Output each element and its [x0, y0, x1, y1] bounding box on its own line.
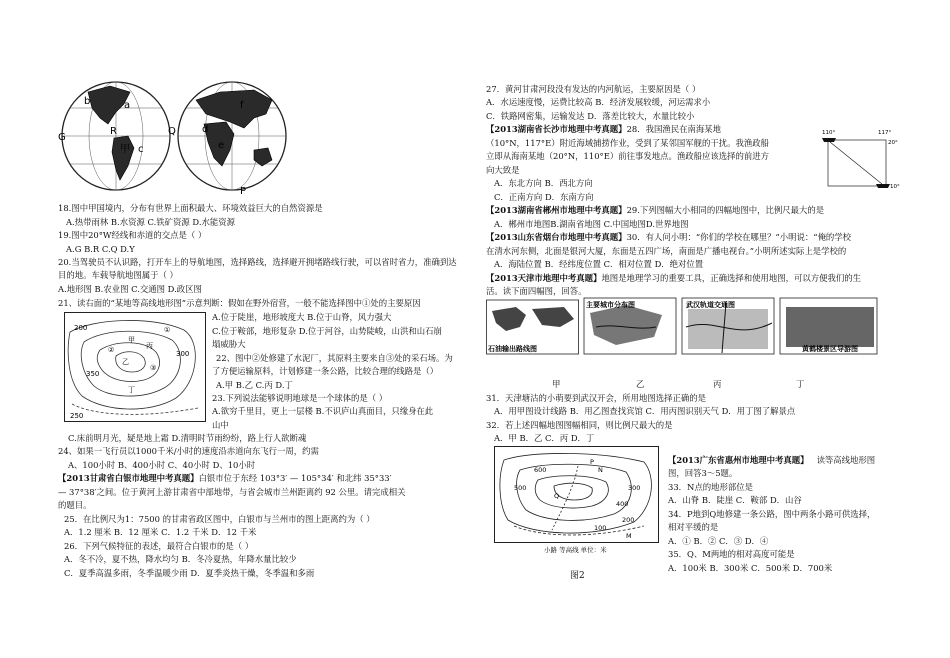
q29-line — [486, 205, 824, 216]
contour-n3: ③ — [150, 364, 157, 372]
fig2-num-300: 300 — [628, 484, 641, 492]
globe-label-e: e — [218, 140, 225, 151]
fig2-legend: 小路 等高线 单位：米 — [544, 546, 607, 554]
q29-text: 29.下列图幅大小相同的四幅地图中，比例尺最大的是 — [626, 205, 825, 215]
contour-jia: 甲 — [128, 336, 135, 344]
guangdong-text: 读等高线地形图 — [816, 455, 876, 465]
gansu-intro-2: — 37°38′之间。位于黄河上游甘肃省中部地带，与省会城市兰州距离约 92 公里。请完成相关 — [58, 487, 406, 497]
figure2-contour-map — [494, 446, 662, 558]
tianjin-tag: 【2013天津市地理中考真题】 — [486, 273, 602, 283]
figure2-caption: 图2 — [570, 571, 585, 581]
q29-options: A．郴州市地图B.湖南省地图 C.中国地图D.世界地图 — [494, 219, 689, 229]
q18-options: A.热带雨林 B.水资源 C.铁矿资源 D.水能资源 — [66, 217, 235, 227]
q28-line-1 — [486, 124, 721, 135]
contour-200: 200 — [74, 324, 88, 332]
q33-options: A．山脊 B．陡崖 C．鞍部 D．山谷 — [668, 495, 802, 505]
globe-label-f: f — [240, 100, 244, 111]
q24-options: A、100小时 B、400小时 C、40小时 D、10小时 — [68, 460, 256, 470]
ship-route-diagram — [818, 128, 900, 192]
q24-text: 24、如果一飞行员以1000千米/小时的速度沿赤道向东飞行一周，约需 — [58, 446, 319, 456]
q34-options: A．① B．② C．③ D．④ — [668, 536, 769, 546]
map-title-jia: 石油输出路线图 — [488, 345, 537, 353]
globe-label-G: G — [58, 132, 66, 143]
fig2-num-500: 500 — [514, 484, 527, 492]
map-title-ding: 黄鹤楼景区导游图 — [802, 345, 858, 353]
contour-n2: ② — [108, 346, 115, 354]
changsha-tag: 【2013湖南省长沙市地理中考真题】 — [486, 124, 627, 134]
fig2-label-N: N — [598, 466, 603, 474]
q30-line-2: 在清水河东侧，北面是银河大厦，东面是五四广场，南面是广播电视台。”小明所述实际上是学校的 — [486, 246, 847, 256]
q27-text: 27．黄河甘肃河段没有发达的内河航运，主要原因是（ ） — [486, 84, 701, 94]
globe-label-a: a — [124, 100, 131, 111]
q20-text-1: 20.当驾驶员不认识路，打开车上的导航地图，选择路线，选择避开拥堵路线行驶，可以省时省力，准确到达 — [58, 257, 457, 267]
q28-line-3: 立即从海南某地（20°N，110°E）前往事发地点。渔政船应该选择的前进方 — [486, 151, 769, 161]
q21-option-C2: 塌威胁大 — [212, 339, 246, 349]
q30-line-1 — [486, 232, 851, 243]
globe-label-jia: 甲 — [120, 144, 130, 155]
tianjin-line-2: 活。读下面四幅图，回答。 — [486, 286, 587, 296]
gansu-text-1: 白银市位于东经 103°3′ — 105°34′ 和北纬 35°33′ — [198, 473, 392, 483]
q34-text-2: 相对平缓的是 — [668, 522, 719, 532]
gansu-tag: 【2013甘肃省白银市地理中考真题】 — [58, 473, 199, 483]
q26-text: 26．下列气候特征的表述，最符合白银市的是（ ） — [64, 541, 254, 551]
map-title-yi: 主要城市分布图 — [586, 301, 635, 309]
q31-options: A．用甲图设计线路 B．用乙图查找宾馆 C．用丙图识别天气 D．用丁图了解景点 — [494, 406, 796, 416]
q23-text: 23.下列说法能够说明地球是一个球体的是（ ） — [212, 393, 388, 403]
chenzhou-tag: 【2013湖南省郴州市地理中考真题】 — [486, 205, 627, 215]
q25-options: A．1.2 厘米 B．12 厘米 C．1.2 千米 D．12 千米 — [64, 527, 257, 537]
q30-options: A．海陆位置 B．经纬度位置 C．相对位置 D．绝对位置 — [494, 259, 704, 269]
contour-300: 300 — [176, 350, 190, 358]
globe-label-Q: Q — [168, 126, 176, 137]
guangdong-line-2: 图，回答3～5题。 — [668, 468, 738, 478]
globe-label-R: R — [110, 126, 117, 137]
ship-label-110: 110° — [822, 130, 836, 136]
q23-option-A: A.欲穷千里目，更上一层楼 B.不识庐山真面目，只缘身在此 — [212, 406, 434, 416]
q30-text-a: 30．有人问小明：“你们的学校在哪里？”小明说：“俺的学校 — [626, 232, 852, 242]
contour-ding: 丁 — [128, 386, 135, 394]
fig2-num-100: 100 — [594, 524, 607, 532]
q23-option-C: C.床前明月光，疑是地上霜 D.清明时节雨纷纷，路上行人欲断魂 — [68, 433, 307, 443]
q28-text-a: 28．我国渔民在南海某地 — [626, 124, 721, 134]
q28-line-2: （10°N，117°E）附近海域捕捞作业，受到了某邻国军舰的干扰。我渔政船 — [486, 138, 769, 148]
map-letter-yi: 乙 — [636, 379, 645, 389]
fig2-label-Q: Q — [554, 492, 560, 500]
q33-text: 33．N点的地形部位是 — [668, 482, 753, 492]
ship-label-20: 20° — [888, 140, 898, 146]
map-title-bing: 武汉轨道交通图 — [686, 301, 735, 309]
four-maps-strip — [486, 297, 878, 355]
gansu-intro-3: 的题目。 — [58, 500, 92, 510]
map-letter-bing: 丙 — [713, 379, 722, 389]
contour-map — [64, 312, 206, 422]
q31-text: 31．天津塘沽的小萌要到武汉开会，所用地图选择正确的是 — [486, 393, 707, 403]
q21-option-A: A.位于陡崖，地形坡度大 B.位于山脊，风力强大 — [212, 312, 392, 322]
contour-bing: 丙 — [146, 342, 153, 350]
q25-text: 25．在比例尺为1：7500 的甘肃省政区图中，白银市与兰州市的图上距离约为（ ） — [64, 514, 375, 524]
globe-label-d: d — [202, 124, 209, 135]
fig2-num-600: 600 — [534, 466, 547, 474]
fig2-label-P: P — [590, 458, 594, 466]
q28-options-1: A．东北方向 B．西北方向 — [494, 178, 593, 188]
gansu-intro-1 — [58, 473, 392, 484]
q32-text: 32．若上述四幅地图图幅相同，则比例尺最大的是 — [486, 420, 673, 430]
q28-options-2: C．正南方向 D．东南方向 — [494, 192, 594, 202]
q23-option-A2: 山中 — [212, 420, 229, 430]
guangdong-line-1 — [668, 455, 875, 466]
q18-text: 18.图中甲国境内，分布有世界上面积最大、环境效益巨大的自然资源是 — [58, 203, 323, 213]
q19-text: 19.图中20°W经线和赤道的交点是（ ） — [58, 230, 207, 240]
q20-options: A.地形图 B.农业图 C.交通图 D.政区图 — [58, 284, 202, 294]
fig2-label-M: M — [626, 532, 632, 540]
contour-yi: 乙 — [122, 358, 129, 366]
q35-text: 35．Q、M两地的相对高度可能是 — [668, 549, 795, 559]
q35-options: A．100米 B．300米 C．500米 D．700米 — [668, 563, 833, 573]
q26-option-A: A．冬不冷，夏不热，降水均匀 B．冬冷夏热，年降水量比较少 — [64, 554, 297, 564]
ship-label-10: 10° — [890, 184, 900, 190]
q20-text-2: 目的地。车载导航地图属于（ ） — [58, 270, 178, 280]
q32-options: A．甲 B．乙 C．丙 D．丁 — [494, 433, 595, 443]
q27-option-A: A．水运速度慢，运费比较高 B．经济发展较缓，河运需求小 — [486, 97, 711, 107]
q34-text-1: 34．P地到Q地修建一条公路，图中两条小路可供选择， — [668, 509, 876, 519]
q27-option-C: C．铁路网密集，运输发达 D．落差比较大，水量比较小 — [486, 111, 695, 121]
map-letter-ding: 丁 — [796, 379, 805, 389]
q22-text-1: 22、图中②处修建了水泥厂，其原料主要来自③处的采石场。为 — [216, 353, 453, 363]
q26-option-C: C．夏季高温多雨，冬季温暖少雨 D．夏季炎热干燥，冬季温和多雨 — [64, 568, 315, 578]
hemispheres-map — [58, 78, 290, 196]
globe-label-P: P — [240, 186, 247, 196]
contour-n1: ① — [164, 326, 171, 334]
tianjin-text-1: 地图是地理学习的重要工具，正确选择和使用地图，可以方便我们的生 — [601, 273, 862, 283]
q22-options: A.甲 B.乙 C.丙 D.丁 — [216, 380, 293, 390]
guangdong-tag: 【2013广东省惠州市地理中考真题】 — [668, 455, 809, 465]
fig2-num-200: 200 — [622, 516, 635, 524]
q21-text: 21、读右面的“某地等高线地形图”示意判断：假如在野外宿营，一般不能选择图中①处的主要原因 — [58, 298, 421, 308]
q22-text-2: 了方便运输原料，计划修建一条公路，比较合理的线路是（） — [212, 366, 439, 376]
fig2-num-400: 400 — [616, 500, 629, 508]
q21-option-C: C.位于鞍部，地形复杂 D.位于河谷，山势陡峻，山洪和山石崩 — [212, 326, 442, 336]
q19-options: A.G B.R C.Q D.Y — [66, 244, 135, 254]
ship-label-117: 117° — [878, 130, 892, 136]
contour-350: 350 — [86, 370, 100, 378]
yantai-tag: 【2013山东省烟台市地理中考真题】 — [486, 232, 627, 242]
q28-line-4: 向大致是 — [486, 165, 520, 175]
contour-250: 250 — [70, 412, 84, 420]
tianjin-line-1 — [486, 273, 861, 284]
globe-label-b: b — [84, 96, 91, 107]
globe-label-c: c — [138, 144, 144, 155]
map-letter-jia: 甲 — [552, 379, 561, 389]
